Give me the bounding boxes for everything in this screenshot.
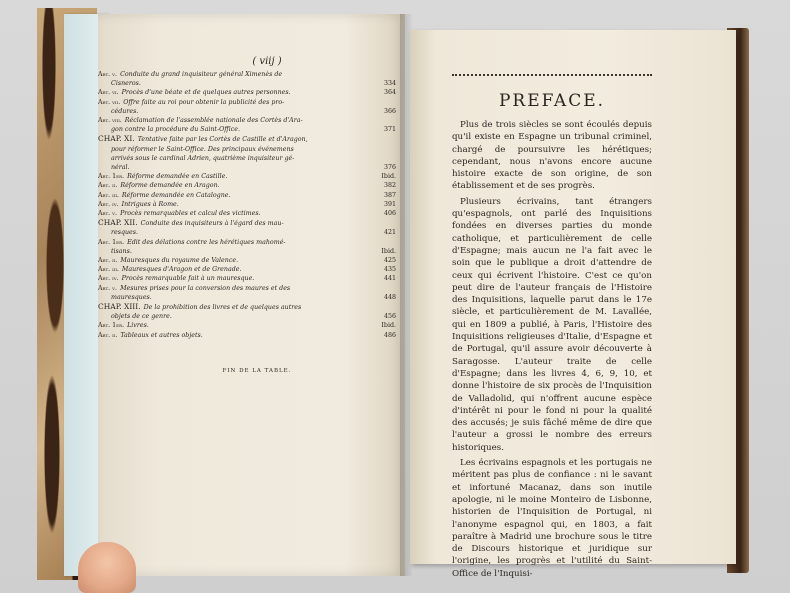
- toc-entry-title: Tentative faite par les Cortès de Castille et d'Aragon,: [137, 136, 308, 144]
- toc-entry-text: [98, 209, 261, 218]
- toc-entry-label: Art. ii.: [98, 182, 118, 190]
- toc-entry-title: arrivés sous le cardinal Adrien, quatrième inquisiteur gé-: [111, 154, 295, 162]
- toc-entry-page: 435: [383, 266, 396, 274]
- toc-entry-title: pour réformer le Saint-Office. Des principaux événemens: [111, 145, 294, 153]
- toc-entry-title: mauresques.: [111, 293, 152, 301]
- toc-entry-title: néral.: [111, 164, 130, 172]
- toc-entry-text: [98, 228, 138, 237]
- preface-paragraph: Plus de trois siècles se sont écoulés depuis qu'il existe en Espagne un tribunal criminel, chargé de poursuivre les hérétiques; cependant, nous n'avons encore aucune histoire exacte de son origine, de son établissement et de ses progrès.: [452, 120, 652, 192]
- toc-entry-text: [98, 200, 179, 209]
- toc-entry: [98, 116, 396, 125]
- toc-entry: [98, 200, 396, 209]
- toc-entry: [98, 70, 396, 79]
- toc-entry-text: [98, 79, 141, 88]
- preface-paragraph: Les écrivains espagnols et les portugais ne méritent pas plus de confiance : ni le savant et infortuné Macanaz, dans son inutile apologie, ni le moine Monteiro de Lisbonne, historien de l'Inquisition de Portugal, ni l'anonyme espagnol qui, en 1803, a fait paraître à Madrid une brochure sous le titre de Discours historique et juridique sur l'origine, les progrès et l'utilité du Saint-Office de l'Inquisi-: [452, 458, 652, 579]
- toc-entry-text: [98, 302, 301, 312]
- toc-entry-title: Conduite des inquisiteurs à l'égard des mau-: [140, 220, 284, 228]
- toc-entry-text: [98, 265, 241, 274]
- toc-entry-text: [98, 163, 130, 172]
- toc-entry-label: CHAP. XI.: [98, 134, 135, 144]
- toc-entry-label: CHAP. XIII.: [98, 302, 141, 312]
- preface-page: [452, 74, 652, 583]
- end-of-table-note: FIN DE LA TABLE.: [222, 367, 292, 374]
- toc-entry-page: Ibid.: [381, 322, 396, 330]
- toc-entry-page: 371: [383, 126, 396, 134]
- toc-entry-text: [98, 218, 284, 228]
- toc-entry-label: Art. iv.: [98, 275, 119, 283]
- table-of-contents: [98, 56, 396, 374]
- toc-entry-text: [98, 70, 282, 79]
- toc-entry: [98, 218, 396, 228]
- toc-entry: [98, 302, 396, 312]
- toc-entry-page: Ibid.: [381, 173, 396, 181]
- toc-entry-title: Cisneros.: [111, 80, 141, 88]
- toc-entry: [98, 172, 396, 181]
- toc-entry: [98, 181, 396, 190]
- toc-entry-page: 406: [383, 210, 396, 218]
- toc-entry-title: Réforme demandée en Catalogne.: [121, 191, 231, 199]
- toc-entry-text: [98, 116, 303, 125]
- toc-entry-label: Art. vii.: [98, 98, 121, 106]
- toc-entry-label: Art. 1er.: [98, 173, 125, 181]
- toc-entry-label: Art. ii.: [98, 257, 118, 265]
- preface-body: [452, 119, 652, 580]
- toc-entry-page: 425: [383, 257, 396, 265]
- toc-entry: [98, 331, 396, 340]
- toc-entry: [98, 98, 396, 107]
- toc-entry-page: 364: [383, 89, 396, 97]
- toc-entry: [98, 209, 396, 218]
- toc-entry-page: Ibid.: [381, 247, 396, 255]
- toc-entry-page: 486: [383, 331, 396, 339]
- toc-entry: [98, 125, 396, 134]
- toc-entry: [98, 107, 396, 116]
- toc-entry-title: gon contre la procédure du Saint-Office.: [111, 126, 240, 134]
- toc-entry-text: [98, 98, 284, 107]
- toc-entry: [98, 256, 396, 265]
- toc-entry-title: Offre faite au roi pour obtenir la publicité des pro-: [123, 98, 285, 106]
- toc-entry-title: tisans.: [111, 247, 132, 255]
- toc-entry-text: [98, 331, 203, 340]
- toc-entry-title: cédures.: [111, 107, 139, 115]
- toc-entry: [98, 265, 396, 274]
- toc-entry-text: [98, 312, 172, 321]
- toc-entry-page: 448: [383, 293, 396, 301]
- toc-entry-text: [98, 172, 227, 181]
- toc-entry-title: Livres.: [127, 322, 149, 330]
- toc-entry: [98, 154, 396, 163]
- preface-paragraph: Plusieurs écrivains, tant étrangers qu'espagnols, ont parlé des Inquisitions fondées en diverses parties du monde catholique, et particulièrement de celle d'Espagne; mais aucun ne l'a fait avec le soin que le publique a droit d'attendre de ceux qui écrivent l'histoire. C'est ce qu'on peut dire de l'auteur français de l'Histoire des Inquisitions, laquelle parut dans le 17e siècle, et particulièrement de M. Lavallée, qui en 1809 a publié, à Paris, l'Histoire des Inquisitions religieuses d'Italie, d'Espagne et de Portugal, qu'il assure avoir découverte à Saragosse. L'auteur traite de celle d'Espagne; dans les livres 4, 6, 9, 10, et donne l'histoire de six procès de l'Inquisition de Valladolid, qui n'offrent aucune espèce d'intérêt ni pour le fond ni pour la qualité des accusés; je suis fâché même de dire que l'auteur a grossi le nombre des erreurs historiques.: [452, 196, 652, 453]
- toc-entry: [98, 88, 396, 97]
- toc-entry-page: 391: [383, 200, 396, 208]
- toc-entry-text: [98, 256, 238, 265]
- toc-entry-label: Art. iv.: [98, 200, 119, 208]
- toc-entry-title: Mauresques du royaume de Valence.: [120, 257, 239, 265]
- toc-entry-title: Procès remarquable fait à un mauresque.: [121, 275, 255, 283]
- toc-entry-title: De la prohibition des livres et de quelques autres: [143, 304, 302, 312]
- dotted-rule: [452, 74, 652, 79]
- toc-entry-title: Tableaux et autres objets.: [120, 331, 203, 339]
- toc-entry-text: [98, 134, 308, 144]
- toc-entry: [98, 228, 396, 237]
- toc-entry-text: [98, 191, 231, 200]
- toc-entry-text: [98, 293, 152, 302]
- toc-entry-label: Art. v.: [98, 284, 118, 292]
- toc-entry-title: Conduite du grand inquisiteur général Ximenès de: [120, 71, 283, 78]
- toc-entry-title: Procès remarquables et calcul des victimes.: [120, 210, 261, 218]
- toc-entry-page: 421: [383, 229, 396, 237]
- toc-entry-text: [98, 125, 240, 134]
- toc-entries: [98, 70, 396, 340]
- toc-entry-page: 366: [383, 107, 396, 115]
- toc-entry-text: [98, 154, 294, 163]
- toc-entry-title: Réforme demandée en Aragon.: [120, 182, 220, 190]
- page-number: ( viij ): [252, 56, 282, 67]
- preface-title: PREFACE.: [498, 91, 606, 111]
- toc-entry-text: [98, 321, 149, 330]
- toc-entry: [98, 238, 396, 247]
- toc-entry: [98, 247, 396, 256]
- toc-entry-label: CHAP. XII.: [98, 218, 138, 228]
- toc-entry: [98, 163, 396, 172]
- toc-entry-title: resques.: [111, 229, 139, 237]
- toc-entry-text: [98, 274, 254, 283]
- toc-entry: [98, 134, 396, 144]
- toc-entry-page: 376: [383, 164, 396, 172]
- toc-entry-title: Edit des délations contre les hérétiques mahomé-: [127, 238, 286, 246]
- toc-entry-label: Art. v.: [98, 71, 118, 78]
- toc-entry: [98, 293, 396, 302]
- toc-entry-text: [98, 284, 290, 293]
- toc-entry-label: Art. 1er.: [98, 238, 125, 246]
- toc-entry-page: 441: [383, 275, 396, 283]
- toc-entry: [98, 321, 396, 330]
- toc-entry-label: Art. iii.: [98, 191, 119, 199]
- toc-entry-title: Mesures prises pour la conversion des maures et des: [120, 284, 291, 292]
- toc-entry-text: [98, 88, 291, 97]
- toc-entry: [98, 79, 396, 88]
- toc-entry-page: 382: [383, 182, 396, 190]
- toc-entry-label: Art. viii.: [98, 117, 122, 125]
- toc-entry-title: Intrigues à Rome.: [121, 200, 179, 208]
- toc-entry: [98, 284, 396, 293]
- toc-entry-text: [98, 238, 286, 247]
- toc-entry-title: Mauresques d'Aragon et de Grenade.: [121, 266, 242, 274]
- toc-entry-label: Art. v.: [98, 210, 118, 218]
- toc-entry-page: 334: [383, 80, 396, 88]
- toc-entry: [98, 274, 396, 283]
- toc-entry-label: Art. 1er.: [98, 322, 125, 330]
- toc-entry: [98, 312, 396, 321]
- toc-entry: [98, 191, 396, 200]
- toc-entry-text: [98, 145, 294, 154]
- toc-entry-title: objets de ce genre.: [111, 313, 172, 321]
- toc-entry-title: Procès d'une béate et de quelques autres personnes.: [121, 89, 291, 97]
- toc-entry-page: 387: [383, 191, 396, 199]
- toc-entry-label: Art. ii.: [98, 331, 118, 339]
- toc-entry-text: [98, 181, 220, 190]
- toc-entry: [98, 145, 396, 154]
- holding-finger: [78, 542, 136, 593]
- toc-entry-label: Art. iii.: [98, 266, 119, 274]
- toc-entry-label: Art. vi.: [98, 89, 119, 97]
- toc-entry-title: Réclamation de l'assemblée nationale des Cortès d'Ara-: [124, 117, 303, 125]
- toc-entry-text: [98, 247, 132, 256]
- toc-entry-text: [98, 107, 138, 116]
- toc-entry-title: Réforme demandée en Castille.: [127, 173, 228, 181]
- toc-entry-page: 456: [383, 313, 396, 321]
